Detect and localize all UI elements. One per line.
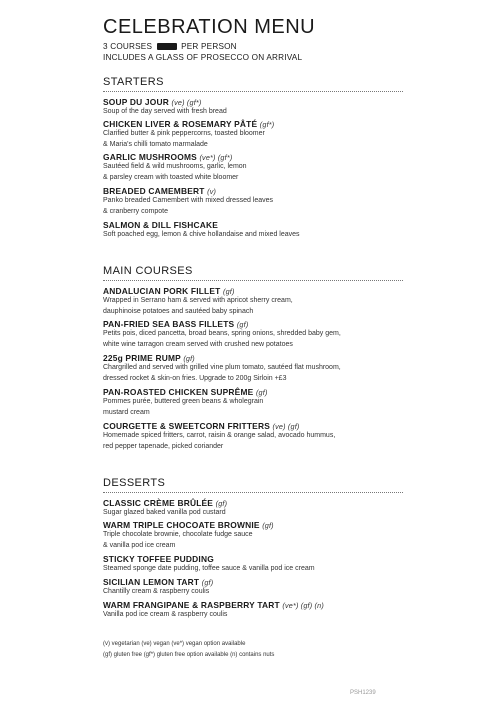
section-desserts: DESSERTS [103,477,403,493]
dietary-tags: (ve) (gf*) [171,98,202,107]
prosecco-line: INCLUDES A GLASS OF PROSECCO ON ARRIVAL [103,53,303,62]
dietary-tags: (gf) [215,499,228,508]
menu-title: CELEBRATION MENU [103,16,316,38]
item-name: WARM FRANGIPANE & RASPBERRY TART (ve*) (gf) (n) [103,600,324,610]
dietary-tags: (gf) [255,388,268,397]
dietary-tags: (v) [207,187,217,196]
item-description: Sugar glazed baked vanilla pod custard [103,509,226,516]
dietary-tags: (gf) [183,354,195,363]
item-name: GARLIC MUSHROOMS (ve*) (gf*) [103,152,233,162]
dietary-tags: (ve*) (gf*) [199,153,233,162]
dietary-tags: (ve) (gf) [272,422,300,431]
item-description: Petits pois, diced pancetta, broad beans, spring onions, shredded baby gem, white wine tarragon cream served with crushed new potatoes [103,330,341,348]
item-name: CLASSIC CRÈME BRÛLÉE (gf) [103,498,228,508]
dietary-key-line1: (v) vegetarian (ve) vegan (ve*) vegan option available [103,641,246,647]
menu-item [103,577,403,598]
item-name: SOUP DU JOUR (ve) (gf*) [103,97,202,107]
item-description: Panko breaded Camembert with mixed dressed leaves & cranberry compote [103,197,274,215]
section-main-courses: MAIN COURSES [103,265,403,281]
menu-item [103,152,403,183]
item-description: Chantilly cream & raspberry coulis [103,588,210,595]
courses-line [103,42,237,51]
menu-item [103,220,403,241]
menu-item [103,97,403,118]
dietary-tags: (gf*) [259,120,275,129]
item-description: Clarified butter & pink peppercorns, toasted bloomer & Maria's chilli tomato marmalade [103,130,265,148]
menu-item [103,520,403,551]
menu-item [103,186,403,217]
item-name: SALMON & DILL FISHCAKE [103,220,218,230]
dietary-tags: (ve*) (gf) (n) [282,601,324,610]
item-name: PAN-FRIED SEA BASS FILLETS (gf) [103,319,249,329]
item-description: Homemade spiced fritters, carrot, raisin & orange salad, avocado hummus, red pepper tapenade, picked coriander [103,432,336,450]
menu-item [103,387,403,418]
item-name: 225g PRIME RUMP (gf) [103,353,195,363]
item-description: Vanilla pod ice cream & raspberry coulis [103,611,228,618]
item-description: Wrapped in Serrano ham & served with apricot sherry cream, dauphinoise potatoes and sautéed baby spinach [103,297,293,315]
item-description: Soft poached egg, lemon & chive hollandaise and mixed leaves [103,231,300,238]
section-starters: STARTERS [103,76,403,92]
item-description: Pommes purée, buttered green beans & wholegrain mustard cream [103,398,264,416]
menu-item [103,353,403,384]
dietary-key-line2: (gf) gluten free (gf*) gluten free option available (n) contains nuts [103,652,275,658]
item-description: Soup of the day served with fresh bread [103,108,227,115]
item-name: COURGETTE & SWEETCORN FRITTERS (ve) (gf) [103,421,300,431]
item-name: ANDALUCIAN PORK FILLET (gf) [103,286,235,296]
menu-item [103,421,403,452]
item-description: Chargrilled and served with grilled vine plum tomato, sautéed flat mushroom, dressed rocket & skin-on fries. Upgrade to 200g Sirloin +£3 [103,364,341,382]
item-name: BREADED CAMEMBERT (v) [103,186,217,196]
dietary-tags: (gf) [201,578,214,587]
menu-item [103,600,403,621]
menu-item [103,554,403,575]
menu-item [103,286,403,317]
item-name: WARM TRIPLE CHOCOATE BROWNIE (gf) [103,520,274,530]
item-name: PAN-ROASTED CHICKEN SUPRÊME (gf) [103,387,268,397]
item-description: Triple chocolate brownie, chocolate fudge sauce & vanilla pod ice cream [103,531,253,549]
dietary-tags: (gf) [236,320,249,329]
item-name: CHICKEN LIVER & ROSEMARY PÂTÉ (gf*) [103,119,275,129]
item-name: SICILIAN LEMON TART (gf) [103,577,214,587]
dietary-tags: (gf) [262,521,274,530]
menu-item [103,319,403,350]
courses-label: 3 COURSES [103,42,153,51]
menu-item [103,498,403,519]
item-description: Steamed sponge date pudding, toffee sauce & vanilla pod ice cream [103,565,315,572]
redacted-price [157,43,177,50]
menu-item [103,119,403,150]
item-name: STICKY TOFFEE PUDDING [103,554,214,564]
per-person-label: PER PERSON [181,42,237,51]
dietary-tags: (gf) [223,287,235,296]
footer-code: PSH1239 [350,690,376,696]
item-description: Sautéed field & wild mushrooms, garlic, lemon & parsley cream with toasted white bloomer [103,163,247,181]
